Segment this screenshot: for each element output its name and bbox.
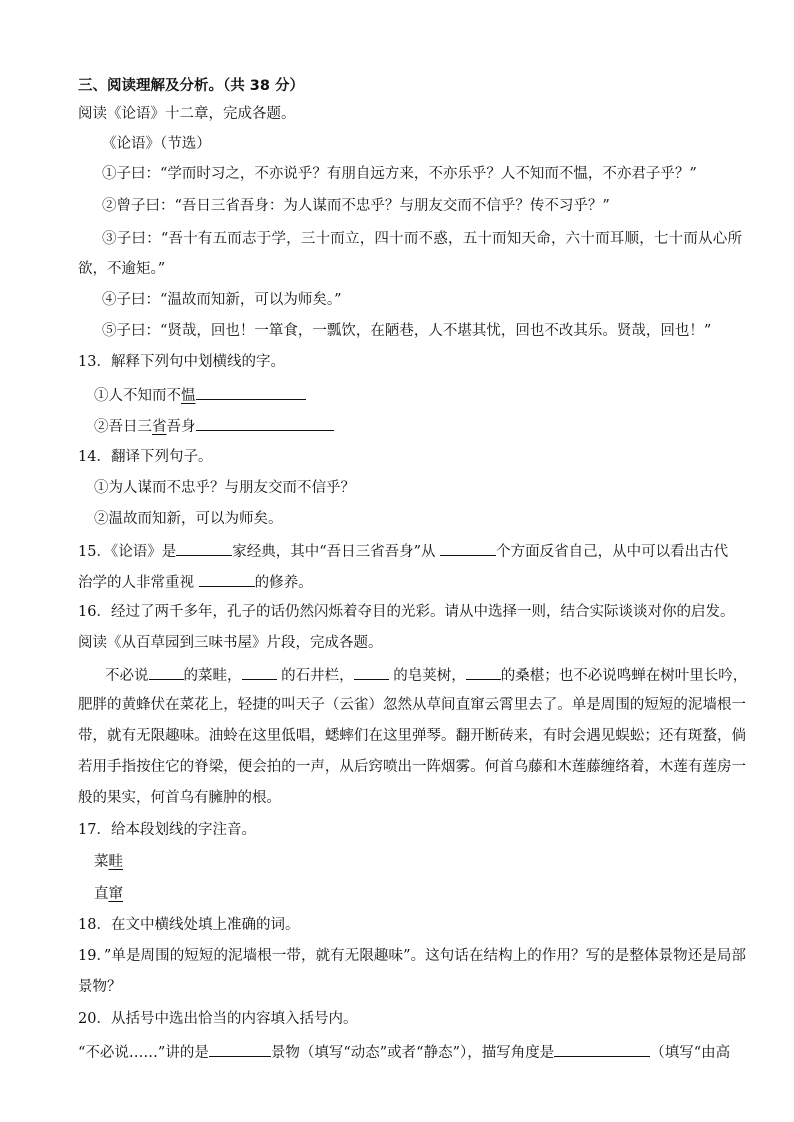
q13-b-text-post: 吾身	[166, 419, 196, 435]
reading2-intro: 阅读《从百草园到三味书屋》片段，完成各题。	[78, 635, 383, 651]
q15-text-2: 家经典，其中“吾日三省吾身”从	[232, 544, 441, 560]
q19-line1: 19．”单是周围的短短的泥墙根一带，就有无限趣味”。这句话在结构上的作用？写的是整体景物还是局部	[78, 948, 746, 964]
r2-text-c: 的石井栏，	[276, 668, 354, 684]
q15-line2	[78, 571, 313, 593]
reading1-intro: 阅读《论语》十二章，完成各题。	[78, 106, 296, 122]
r2-blank-4[interactable]	[466, 664, 501, 680]
q17-word-2-char: 直	[94, 886, 109, 902]
r2-text-b: 的菜畦，	[183, 668, 242, 684]
q15-line1	[78, 540, 728, 562]
q15-text-3: 个方面反省自己，从中可以看出古代	[496, 544, 729, 560]
q17-word-2-underlined: 窜	[108, 886, 123, 902]
q13-stem: 13．解释下列句中划横线的字。	[78, 354, 285, 370]
r2-text-d: 的皂荚树，	[388, 668, 466, 684]
q17-stem: 17．给本段划线的字注音。	[78, 822, 256, 838]
r2-blank-3[interactable]	[354, 664, 389, 680]
q20-stem: 20．从括号中选出恰当的内容填入括号内。	[78, 1011, 358, 1027]
q17-word-1-underlined: 畦	[108, 854, 123, 870]
q20-text-2: 景物（填写“动态”或者“静态”），描写角度是	[270, 1045, 555, 1061]
r2-blank-2[interactable]	[242, 664, 277, 680]
q13-b-answer-blank[interactable]	[196, 415, 334, 431]
q14-a: ①为人谋而不忠乎？与朋友交而不信乎？	[94, 480, 355, 496]
passage-item-4: ④子曰：“温故而知新，可以为师矣。”	[102, 292, 342, 308]
q13-b-underlined: 省	[152, 419, 167, 435]
q14-b: ②温故而知新，可以为师矣。	[94, 511, 283, 527]
q16-stem: 16．经过了两千多年，孔子的话仍然闪烁着夺目的光彩。请从中选择一则，结合实际谈谈对你的启发。	[78, 604, 735, 620]
q20-blank-1[interactable]	[209, 1041, 271, 1057]
q15-blank-2[interactable]	[440, 540, 496, 556]
reading2-line1	[105, 664, 747, 686]
q20-line	[78, 1041, 730, 1063]
q17-word-1-char: 菜	[94, 854, 109, 870]
q13-b	[94, 415, 334, 437]
q15-blank-1[interactable]	[176, 540, 232, 556]
q20-text-1: “不必说……”讲的是	[78, 1045, 209, 1061]
q20-blank-2[interactable]	[554, 1041, 650, 1057]
q15-text-5: 的修养。	[254, 575, 313, 591]
q13-a-text: ①人不知而不	[94, 388, 181, 404]
reading1-source: 《论语》（节选）	[102, 136, 211, 152]
q14-stem: 14．翻译下列句子。	[78, 449, 213, 465]
q15-text-1: 15．《论语》是	[78, 544, 177, 560]
q13-b-text: ②吾日三	[94, 419, 152, 435]
reading2-line4: 若用手指按住它的脊梁，便会拍的一声，从后窍喷出一阵烟雾。何首乌藤和木莲藤缠络着，木莲有莲房一	[78, 759, 746, 775]
r2-text-a: 不必说	[105, 668, 149, 684]
q18-stem: 18．在文中横线处填上准确的词。	[78, 917, 300, 933]
passage-item-3: ③子曰：“吾十有五而志于学，三十而立，四十而不惑，五十而知天命，六十而耳顺，七十而从心所	[102, 231, 742, 247]
q13-a-answer-blank[interactable]	[196, 384, 306, 400]
passage-item-1: ①子曰：“学而时习之，不亦说乎？有朋自远方来，不亦乐乎？人不知而不愠，不亦君子乎？”	[102, 166, 697, 182]
q13-a-underlined: 愠	[181, 388, 196, 404]
q17-word-1	[94, 852, 123, 872]
reading2-line5: 般的果实，何首乌有臃肿的根。	[78, 790, 281, 806]
passage-item-2: ②曾子曰：“吾日三省吾身：为人谋而不忠乎？与朋友交而不信乎？传不习乎？”	[102, 198, 610, 214]
passage-item-3-cont: 欲，不逾矩。”	[78, 261, 166, 277]
q19-line2: 景物？	[78, 979, 122, 995]
reading2-line2: 肥胖的黄蜂伏在菜花上，轻捷的叫天子（云雀）忽然从草间直窜云霄里去了。单是周围的短短的泥墙根一	[78, 697, 746, 713]
passage-item-5: ⑤子曰：“贤哉，回也！一箪食，一瓢饮，在陋巷，人不堪其忧，回也不改其乐。贤哉，回也！”	[102, 323, 712, 339]
q13-a	[94, 384, 306, 406]
q15-text-4: 治学的人非常重视	[78, 575, 199, 591]
q15-blank-3[interactable]	[199, 571, 255, 587]
r2-text-e: 的桑椹；也不必说鸣蝉在树叶里长吟，	[500, 668, 748, 684]
r2-blank-1[interactable]	[149, 664, 184, 680]
q17-word-2	[94, 884, 123, 904]
q20-text-3: （填写“由高	[650, 1045, 731, 1061]
reading2-line3: 带，就有无限趣味。油蛉在这里低唱，蟋蟀们在这里弹琴。翻开断砖来，有时会遇见蜈蚣；还有斑蝥，倘	[78, 728, 746, 744]
section-title: 三、阅读理解及分析。（共 38 分）	[78, 78, 305, 94]
